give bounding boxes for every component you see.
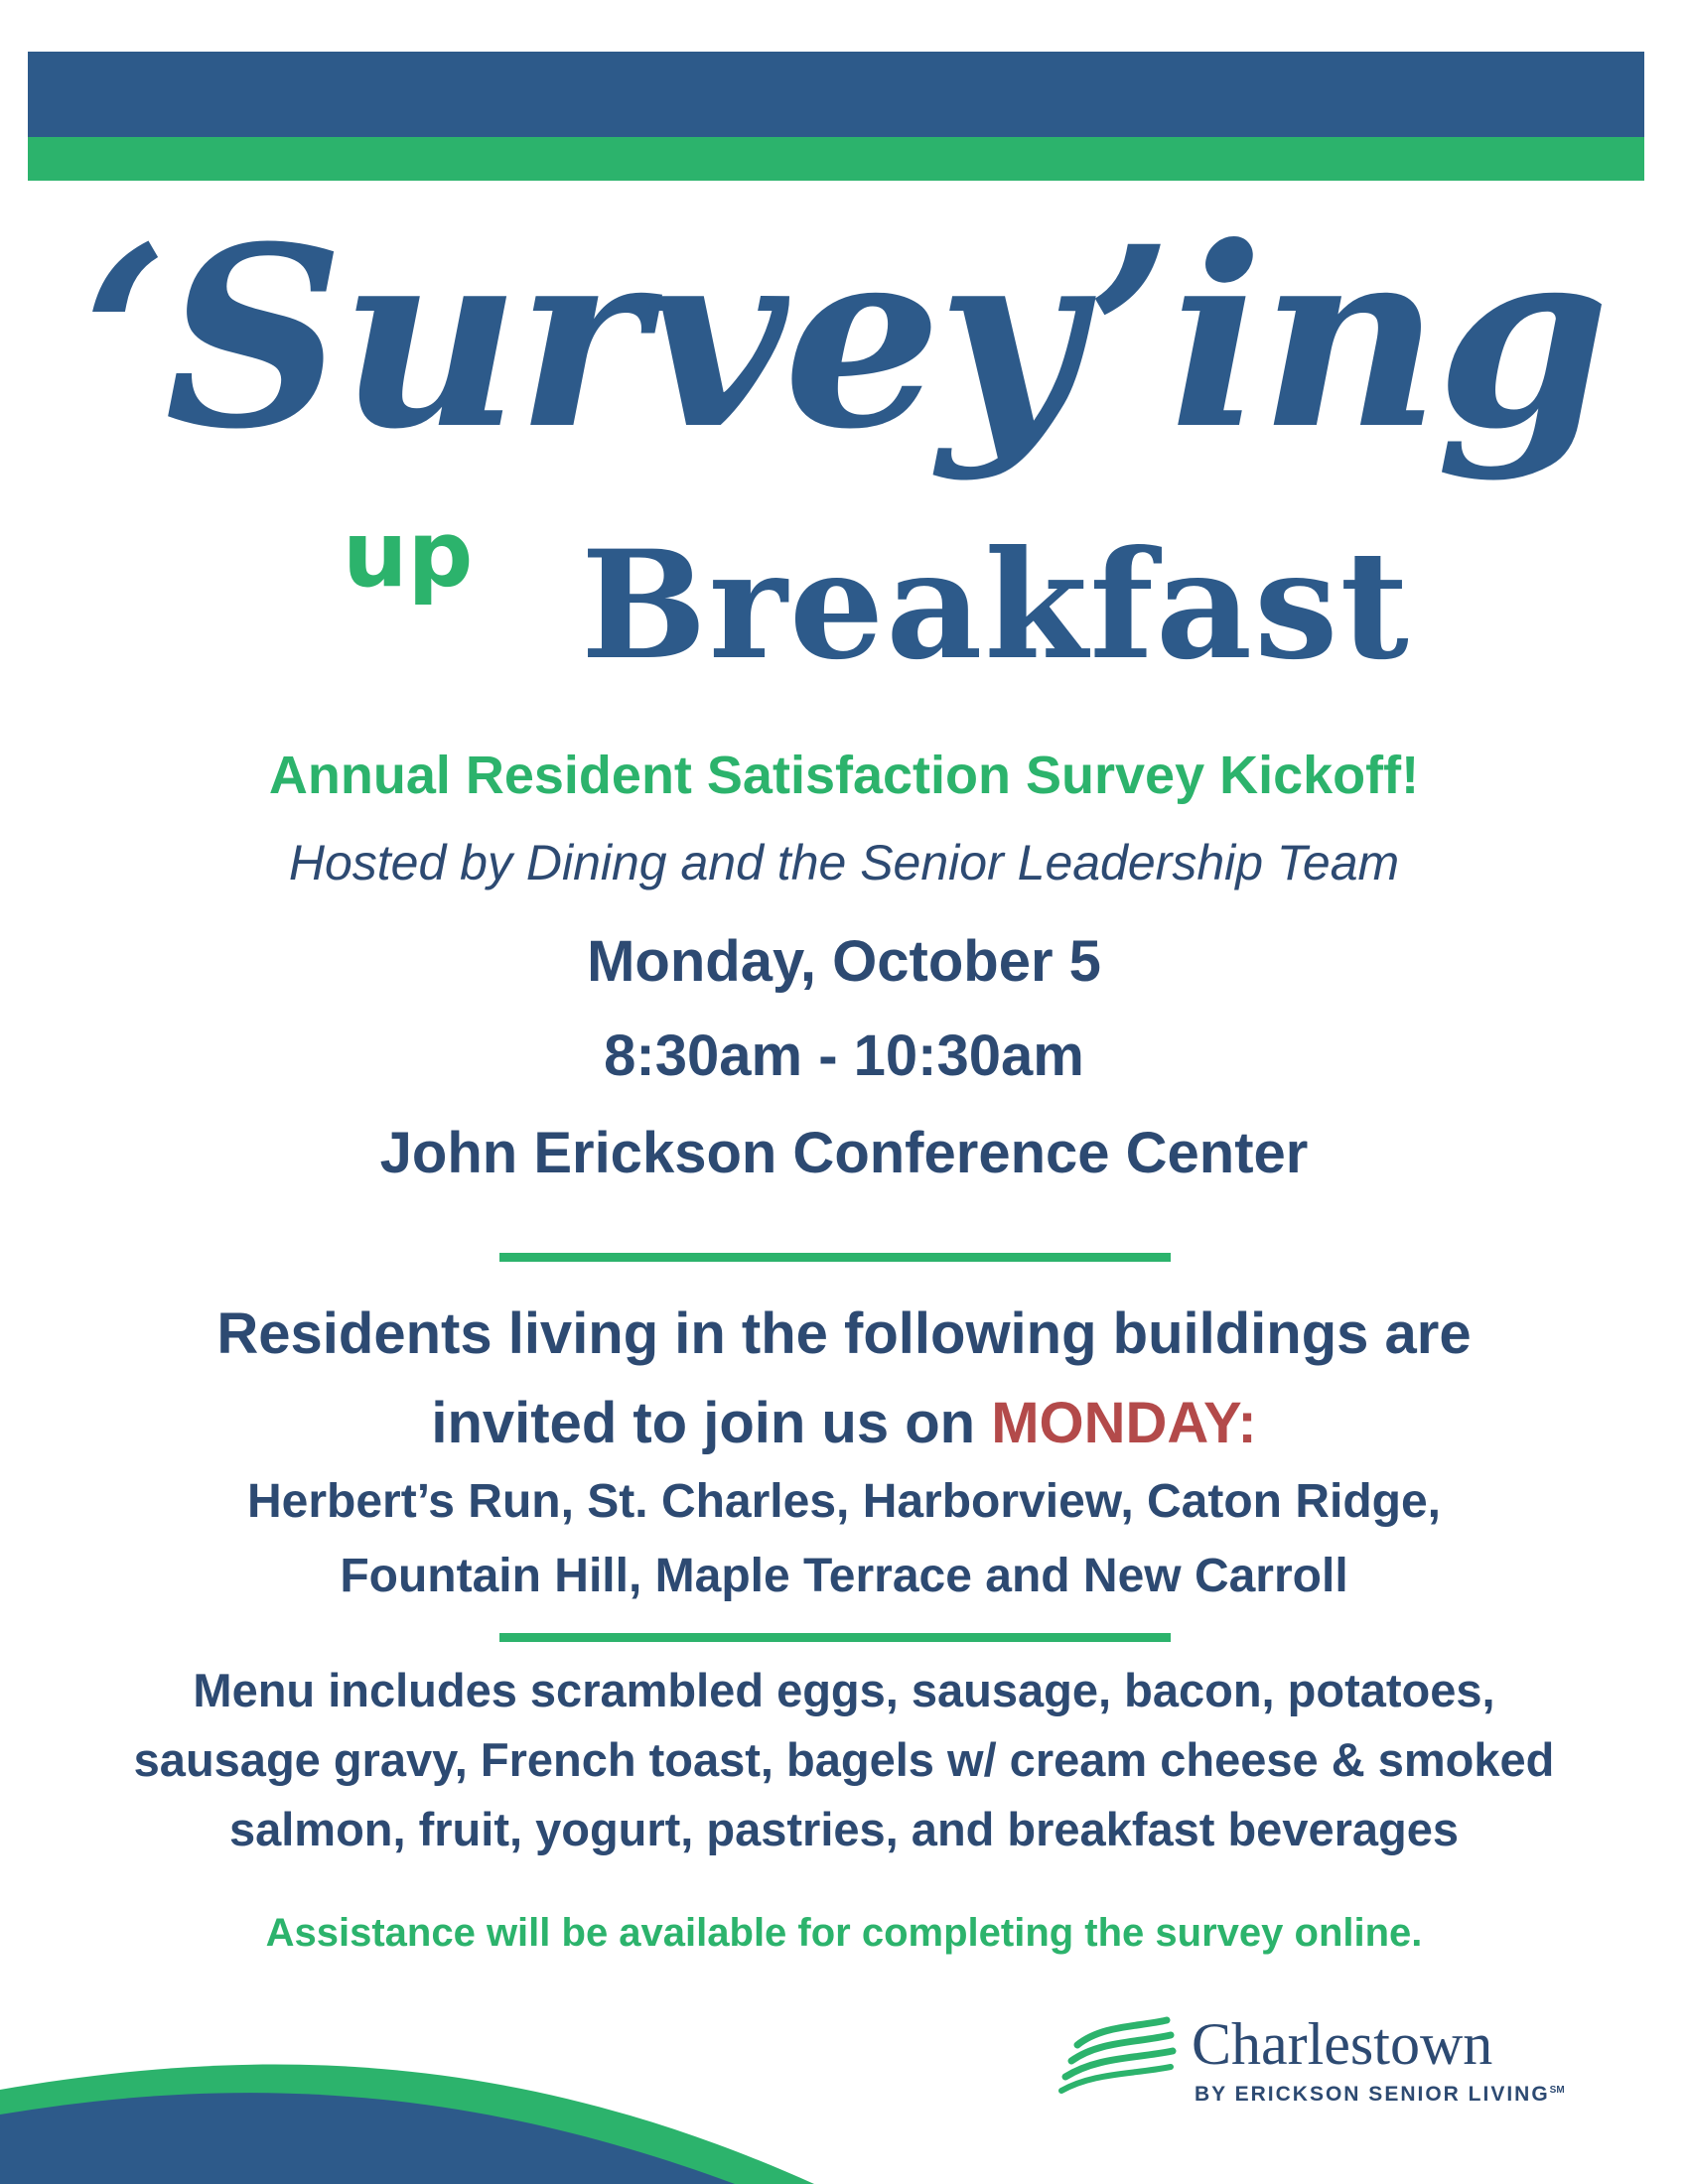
invitation-line-2: [0, 1390, 1688, 1456]
menu-line-2: sausage gravy, French toast, bagels w/ cream cheese & smoked: [133, 1733, 1555, 1786]
invitation-line-1: Residents living in the following buildings are: [216, 1301, 1472, 1366]
divider-top: [499, 1253, 1171, 1262]
logo-tagline-text: BY ERICKSON SENIOR LIVING: [1195, 2083, 1550, 2106]
header-bar-green: [28, 137, 1644, 181]
hosted-by: Hosted by Dining and the Senior Leadership Team: [288, 835, 1400, 890]
buildings-line-1: Herbert’s Run, St. Charles, Harborview, Caton Ridge,: [246, 1475, 1441, 1528]
event-subtitle: Annual Resident Satisfaction Survey Kickoff!: [268, 746, 1420, 805]
divider-bottom: [499, 1633, 1171, 1642]
title-breakfast: Breakfast: [581, 518, 1411, 693]
menu-line-3: salmon, fruit, yogurt, pastries, and breakfast beverages: [228, 1803, 1460, 1855]
event-date: Monday, October 5: [587, 929, 1101, 994]
wave-stripes-icon: [1057, 2015, 1187, 2095]
logo-tagline: [1195, 2083, 1565, 2107]
buildings-line-2: Fountain Hill, Maple Terrace and New Carroll: [340, 1550, 1348, 1602]
menu-line-1: Menu includes scrambled eggs, sausage, bacon, potatoes,: [193, 1664, 1495, 1716]
assistance-note: Assistance will be available for completing the survey online.: [265, 1911, 1423, 1955]
header-bar-blue: [28, 52, 1644, 137]
title-surveying: ‘Survey’ing: [81, 192, 1607, 483]
logo-name: Charlestown: [1192, 2011, 1493, 2077]
title-up: up: [343, 501, 474, 608]
invitation-day: MONDAY:: [991, 1391, 1257, 1455]
event-time: 8:30am - 10:30am: [604, 1024, 1084, 1088]
service-mark: SM: [1549, 2085, 1565, 2096]
event-location: John Erickson Conference Center: [379, 1121, 1309, 1185]
invitation-line-2-prefix: invited to join us on: [431, 1391, 992, 1455]
